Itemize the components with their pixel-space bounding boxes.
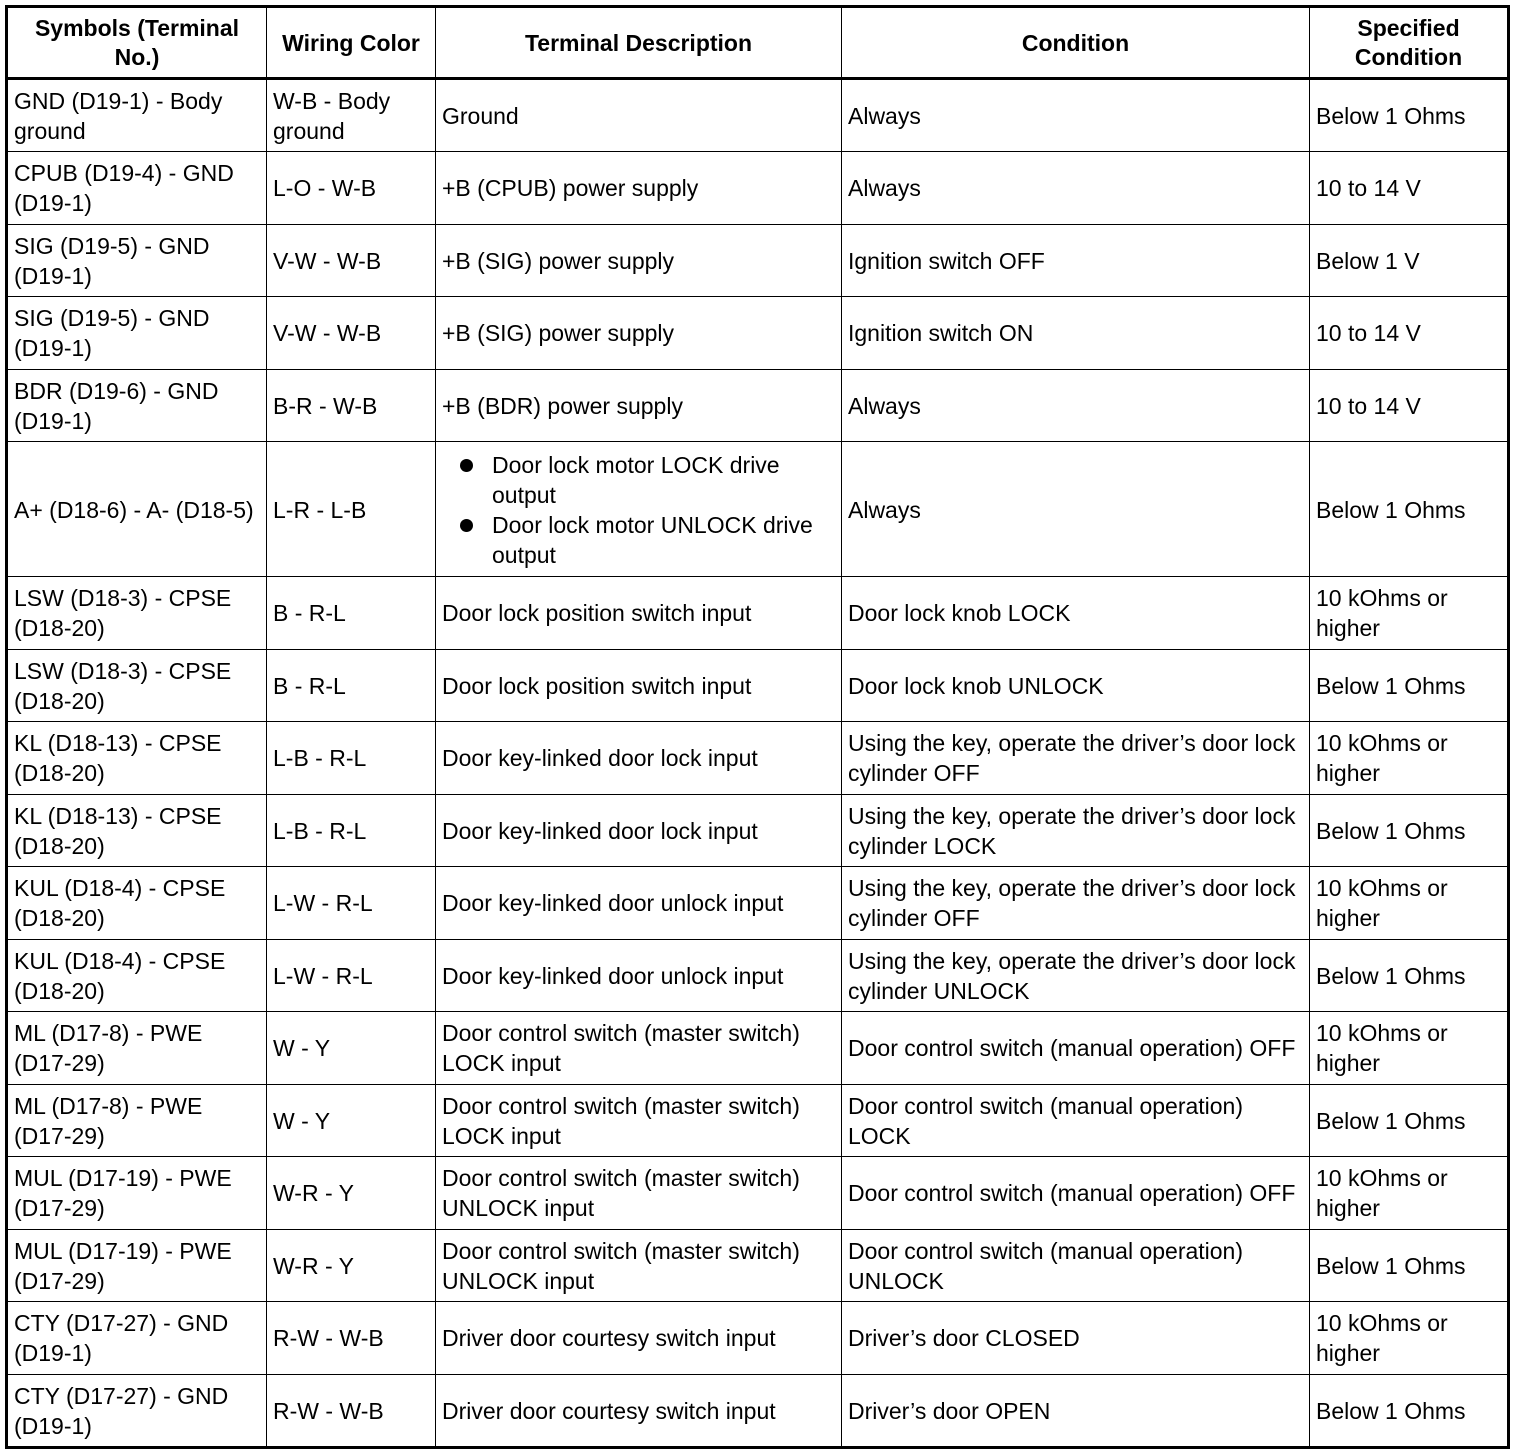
- cell-wiring-color: L-R - L-B: [267, 442, 436, 577]
- bullet-dot-icon: [460, 519, 473, 532]
- cell-specified: 10 to 14 V: [1310, 297, 1509, 370]
- cell-specified: Below 1 Ohms: [1310, 794, 1509, 867]
- cell-specified: Below 1 Ohms: [1310, 1229, 1509, 1302]
- cell-wiring-color: L-B - R-L: [267, 794, 436, 867]
- cell-wiring-color: B-R - W-B: [267, 369, 436, 442]
- header-specified-condition: Specified Condition: [1310, 7, 1509, 79]
- cell-wiring-color: L-W - R-L: [267, 867, 436, 940]
- cell-condition: Door control switch (manual operation) LOCK: [842, 1084, 1310, 1157]
- bullet-text: Door lock motor LOCK drive output: [492, 451, 780, 508]
- cell-description: Driver door courtesy switch input: [436, 1302, 842, 1375]
- cell-description: Door key-linked door unlock input: [436, 939, 842, 1012]
- description-bullet-list: [442, 450, 835, 570]
- cell-symbols: GND (D19-1) - Body ground: [7, 79, 267, 152]
- cell-specified: 10 kOhms or higher: [1310, 1012, 1509, 1085]
- cell-symbols: CTY (D17-27) - GND (D19-1): [7, 1302, 267, 1375]
- cell-symbols: A+ (D18-6) - A- (D18-5): [7, 442, 267, 577]
- cell-symbols: SIG (D19-5) - GND (D19-1): [7, 297, 267, 370]
- cell-specified: 10 kOhms or higher: [1310, 577, 1509, 650]
- header-symbols: Symbols (Terminal No.): [7, 7, 267, 79]
- cell-description: Driver door courtesy switch input: [436, 1374, 842, 1447]
- cell-condition: Always: [842, 79, 1310, 152]
- table-row: [7, 1012, 1509, 1085]
- cell-specified: Below 1 Ohms: [1310, 1084, 1509, 1157]
- cell-condition: Door control switch (manual operation) OFF: [842, 1012, 1310, 1085]
- cell-description: +B (SIG) power supply: [436, 297, 842, 370]
- cell-description: Door control switch (master switch) LOCK input: [436, 1012, 842, 1085]
- table-row: [7, 867, 1509, 940]
- cell-wiring-color: B - R-L: [267, 577, 436, 650]
- cell-symbols: CPUB (D19-4) - GND (D19-1): [7, 152, 267, 225]
- cell-description: Door lock position switch input: [436, 649, 842, 722]
- table-row: [7, 297, 1509, 370]
- cell-description: Door key-linked door lock input: [436, 722, 842, 795]
- cell-symbols: KL (D18-13) - CPSE (D18-20): [7, 722, 267, 795]
- cell-wiring-color: R-W - W-B: [267, 1302, 436, 1375]
- cell-specified: Below 1 V: [1310, 224, 1509, 297]
- cell-symbols: KUL (D18-4) - CPSE (D18-20): [7, 867, 267, 940]
- cell-condition: Using the key, operate the driver’s door lock cylinder UNLOCK: [842, 939, 1310, 1012]
- header-condition: Condition: [842, 7, 1310, 79]
- cell-symbols: KL (D18-13) - CPSE (D18-20): [7, 794, 267, 867]
- cell-wiring-color: V-W - W-B: [267, 224, 436, 297]
- cell-wiring-color: R-W - W-B: [267, 1374, 436, 1447]
- cell-specified: Below 1 Ohms: [1310, 649, 1509, 722]
- cell-condition: Using the key, operate the driver’s door lock cylinder OFF: [842, 722, 1310, 795]
- table-header-row: [7, 7, 1509, 79]
- cell-symbols: LSW (D18-3) - CPSE (D18-20): [7, 577, 267, 650]
- header-wiring-color: Wiring Color: [267, 7, 436, 79]
- cell-specified: 10 kOhms or higher: [1310, 1157, 1509, 1230]
- cell-wiring-color: L-O - W-B: [267, 152, 436, 225]
- table-row: [7, 1084, 1509, 1157]
- table-row: [7, 794, 1509, 867]
- cell-symbols: ML (D17-8) - PWE (D17-29): [7, 1012, 267, 1085]
- table-row: [7, 224, 1509, 297]
- cell-specified: Below 1 Ohms: [1310, 1374, 1509, 1447]
- cell-description: Ground: [436, 79, 842, 152]
- bullet-text: Door lock motor UNLOCK drive output: [492, 511, 813, 568]
- table-row: [7, 939, 1509, 1012]
- cell-description: Door key-linked door unlock input: [436, 867, 842, 940]
- table-row: [7, 442, 1509, 577]
- cell-symbols: KUL (D18-4) - CPSE (D18-20): [7, 939, 267, 1012]
- cell-specified: 10 kOhms or higher: [1310, 867, 1509, 940]
- table-row: [7, 722, 1509, 795]
- bullet-item: [442, 510, 835, 570]
- cell-description: +B (BDR) power supply: [436, 369, 842, 442]
- cell-symbols: ML (D17-8) - PWE (D17-29): [7, 1084, 267, 1157]
- cell-description: +B (SIG) power supply: [436, 224, 842, 297]
- cell-wiring-color: W - Y: [267, 1012, 436, 1085]
- cell-condition: Always: [842, 442, 1310, 577]
- cell-condition: Door control switch (manual operation) UNLOCK: [842, 1229, 1310, 1302]
- cell-specified: Below 1 Ohms: [1310, 939, 1509, 1012]
- cell-condition: Driver’s door CLOSED: [842, 1302, 1310, 1375]
- table-row: [7, 1302, 1509, 1375]
- cell-condition: Using the key, operate the driver’s door lock cylinder LOCK: [842, 794, 1310, 867]
- cell-condition: Driver’s door OPEN: [842, 1374, 1310, 1447]
- table-row: [7, 649, 1509, 722]
- cell-wiring-color: L-B - R-L: [267, 722, 436, 795]
- cell-description: Door key-linked door lock input: [436, 794, 842, 867]
- cell-symbols: MUL (D17-19) - PWE (D17-29): [7, 1157, 267, 1230]
- cell-condition: Ignition switch OFF: [842, 224, 1310, 297]
- cell-condition: Using the key, operate the driver’s door lock cylinder OFF: [842, 867, 1310, 940]
- cell-description: Door control switch (master switch) LOCK input: [436, 1084, 842, 1157]
- cell-symbols: CTY (D17-27) - GND (D19-1): [7, 1374, 267, 1447]
- cell-description: Door control switch (master switch) UNLOCK input: [436, 1157, 842, 1230]
- table-row: [7, 79, 1509, 152]
- header-terminal-description: Terminal Description: [436, 7, 842, 79]
- cell-condition: Door lock knob UNLOCK: [842, 649, 1310, 722]
- cell-wiring-color: W-R - Y: [267, 1229, 436, 1302]
- cell-specified: 10 to 14 V: [1310, 152, 1509, 225]
- cell-specified: 10 to 14 V: [1310, 369, 1509, 442]
- cell-symbols: SIG (D19-5) - GND (D19-1): [7, 224, 267, 297]
- cell-symbols: MUL (D17-19) - PWE (D17-29): [7, 1229, 267, 1302]
- cell-specified: Below 1 Ohms: [1310, 442, 1509, 577]
- cell-symbols: BDR (D19-6) - GND (D19-1): [7, 369, 267, 442]
- table-row: [7, 1157, 1509, 1230]
- cell-wiring-color: W-R - Y: [267, 1157, 436, 1230]
- cell-wiring-color: L-W - R-L: [267, 939, 436, 1012]
- cell-specified: 10 kOhms or higher: [1310, 1302, 1509, 1375]
- cell-wiring-color: V-W - W-B: [267, 297, 436, 370]
- cell-specified: 10 kOhms or higher: [1310, 722, 1509, 795]
- cell-condition: Door control switch (manual operation) OFF: [842, 1157, 1310, 1230]
- cell-specified: Below 1 Ohms: [1310, 79, 1509, 152]
- cell-description: +B (CPUB) power supply: [436, 152, 842, 225]
- cell-symbols: LSW (D18-3) - CPSE (D18-20): [7, 649, 267, 722]
- table-row: [7, 1374, 1509, 1447]
- cell-wiring-color: W-B - Body ground: [267, 79, 436, 152]
- cell-condition: Door lock knob LOCK: [842, 577, 1310, 650]
- cell-wiring-color: W - Y: [267, 1084, 436, 1157]
- table-row: [7, 369, 1509, 442]
- cell-condition: Always: [842, 369, 1310, 442]
- table-row: [7, 152, 1509, 225]
- bullet-dot-icon: [460, 459, 473, 472]
- table-row: [7, 577, 1509, 650]
- table-row: [7, 1229, 1509, 1302]
- cell-condition: Always: [842, 152, 1310, 225]
- cell-description: Door control switch (master switch) UNLOCK input: [436, 1229, 842, 1302]
- terminal-inspection-table: [5, 5, 1510, 1449]
- bullet-item: [442, 450, 835, 510]
- cell-description: [436, 442, 842, 577]
- cell-description: Door lock position switch input: [436, 577, 842, 650]
- cell-condition: Ignition switch ON: [842, 297, 1310, 370]
- cell-wiring-color: B - R-L: [267, 649, 436, 722]
